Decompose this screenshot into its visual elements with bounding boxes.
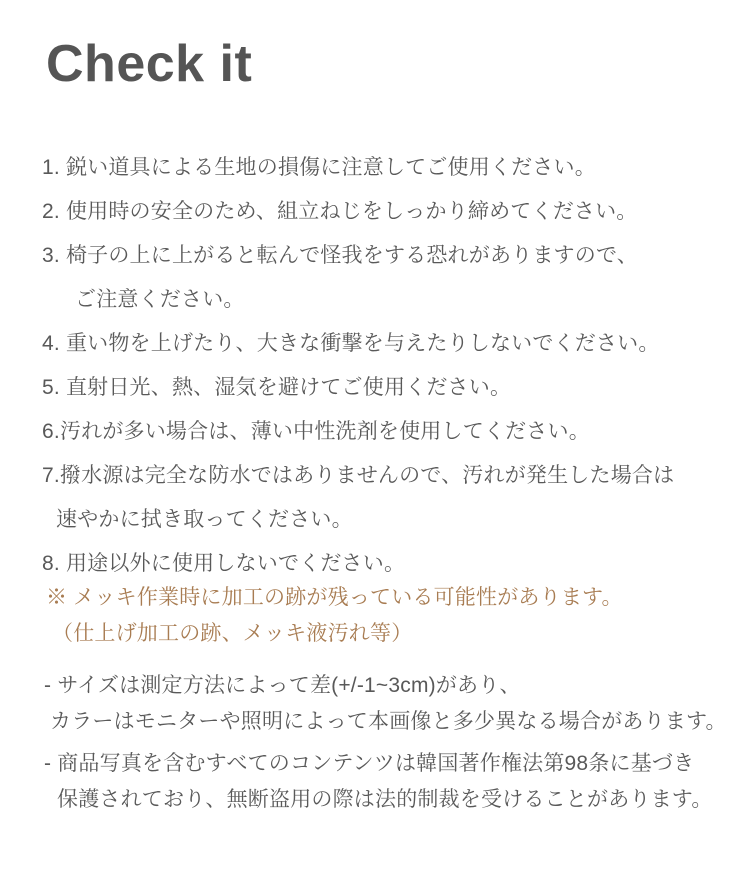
plating-caution-line-1: ※ メッキ作業時に加工の跡が残っている可能性があります。 (46, 586, 623, 609)
instruction-item-4: 4. 重い物を上げたり、大きな衝撃を与えたりしないでください。 (42, 332, 660, 355)
plating-caution-note (0, 580, 750, 652)
disclaimer-copyright (44, 746, 750, 818)
instruction-item-8: 8. 用途以外に使用しないでください。 (42, 552, 406, 575)
instruction-item-6: 6.汚れが多い場合は、薄い中性洗剤を使用してください。 (42, 420, 590, 443)
disclaimer-size-color (44, 668, 750, 740)
disclaimer-copyright-line-1: - 商品写真を含むすべてのコンテンツは韓国著作権法第98条に基づき (44, 752, 695, 775)
instruction-item-5: 5. 直射日光、熱、湿気を避けてご使用ください。 (42, 376, 512, 399)
instruction-item-1: 1. 鋭い道具による生地の損傷に注意してご使用ください。 (42, 156, 596, 179)
disclaimer-copyright-line-2: 保護されており、無断盗用の際は法的制裁を受けることがあります。 (57, 788, 713, 811)
instruction-item-7: 7.撥水源は完全な防水ではありませんので、汚れが発生した場合は (42, 464, 675, 487)
instruction-item-2: 2. 使用時の安全のため、組立ねじをしっかり締めてください。 (42, 200, 638, 223)
instruction-item-3-continuation: ご注意ください。 (75, 288, 245, 311)
disclaimer-list (0, 668, 750, 818)
disclaimer-size-line-1: - サイズは測定方法によって差(+/-1~3cm)があり、 (44, 674, 521, 697)
disclaimer-size-line-2: カラーはモニターや照明によって本画像と多少異なる場合があります。 (50, 710, 727, 733)
plating-caution-line-2: （仕上げ加工の跡、メッキ液汚れ等） (52, 622, 413, 645)
instruction-item-7-continuation: 速やかに拭き取ってください。 (56, 508, 353, 531)
instruction-list (0, 146, 750, 586)
page-title: Check it (46, 35, 253, 93)
instruction-item-3: 3. 椅子の上に上がると転んで怪我をする恐れがありますので、 (42, 244, 638, 267)
